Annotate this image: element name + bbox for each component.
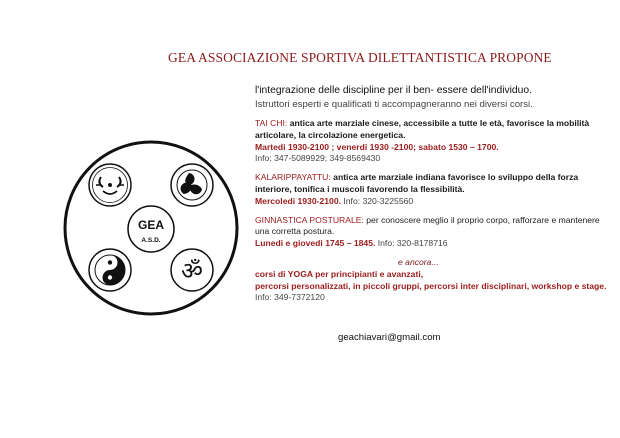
intro-sub: Istruttori esperti e qualificati ti accompagneranno nei diversi corsi.	[255, 99, 533, 110]
content-area	[255, 84, 607, 344]
ginnastica-desc: per conoscere meglio il proprio corpo, rafforzare e mantenere una corretta postura.	[255, 214, 600, 237]
om-icon	[171, 249, 213, 291]
intro-lead: l'integrazione delle discipline per il ben- essere dell'individuo.	[255, 85, 532, 96]
taichi-name: TAI CHI:	[255, 118, 288, 128]
kalari-name: KALARIPPAYATTU:	[255, 172, 331, 183]
tomoe-icon	[171, 164, 213, 206]
ginnastica-schedule: Lunedi e giovedi 1745 – 1845.	[255, 238, 376, 249]
logo-subtitle: A.S.D.	[141, 237, 161, 244]
kalari-info: Info: 320-3225560	[341, 195, 414, 206]
ancora-line1: corsi di YOGA per principianti e avanzati,	[255, 268, 424, 279]
logo-name: GEA	[137, 218, 165, 232]
ancora-line2: percorsi personalizzati, in piccoli gruppi, percorsi inter disciplinari, workshop e stage.	[255, 280, 607, 291]
ginnastica-name: GINNASTICA POSTURALE:	[255, 214, 364, 225]
taichi-info: Info: 347-5089929; 349-8569430	[255, 153, 381, 164]
ancora-label: e ancora...	[398, 256, 439, 267]
kalari-desc: antica arte marziale indiana favorisce lo sviluppo della forza interiore, tonifica i muscoli favorendo la flessibilità.	[255, 172, 579, 194]
ancora-section	[255, 269, 607, 304]
svg-text:ॐ: ॐ	[181, 257, 203, 285]
taichi-section	[255, 118, 607, 165]
ginnastica-info: Info: 320-8178716	[375, 238, 448, 249]
face-symbol-icon	[89, 164, 131, 206]
gea-logo	[62, 139, 240, 317]
ancora-info: Info: 349-7372120	[255, 292, 325, 303]
kalari-schedule: Mercoledi 1930-2100.	[255, 195, 341, 206]
kalari-section	[255, 172, 607, 207]
page-title: GEA ASSOCIAZIONE SPORTIVA DILETTANTISTICA PROPONE	[168, 50, 552, 65]
yin-yang-icon	[89, 249, 131, 291]
ginnastica-section	[255, 215, 607, 250]
taichi-schedule: Martedi 1930-2100 ; venerdi 1930 -2100; sabato 1530 – 1700.	[255, 141, 499, 152]
taichi-desc: antica arte marziale cinese, accessibile a tutte le età, favorisce la mobilità articolare, la circolazione energetica.	[255, 118, 590, 140]
contact-email[interactable]: geachiavari@gmail.com	[338, 332, 441, 344]
